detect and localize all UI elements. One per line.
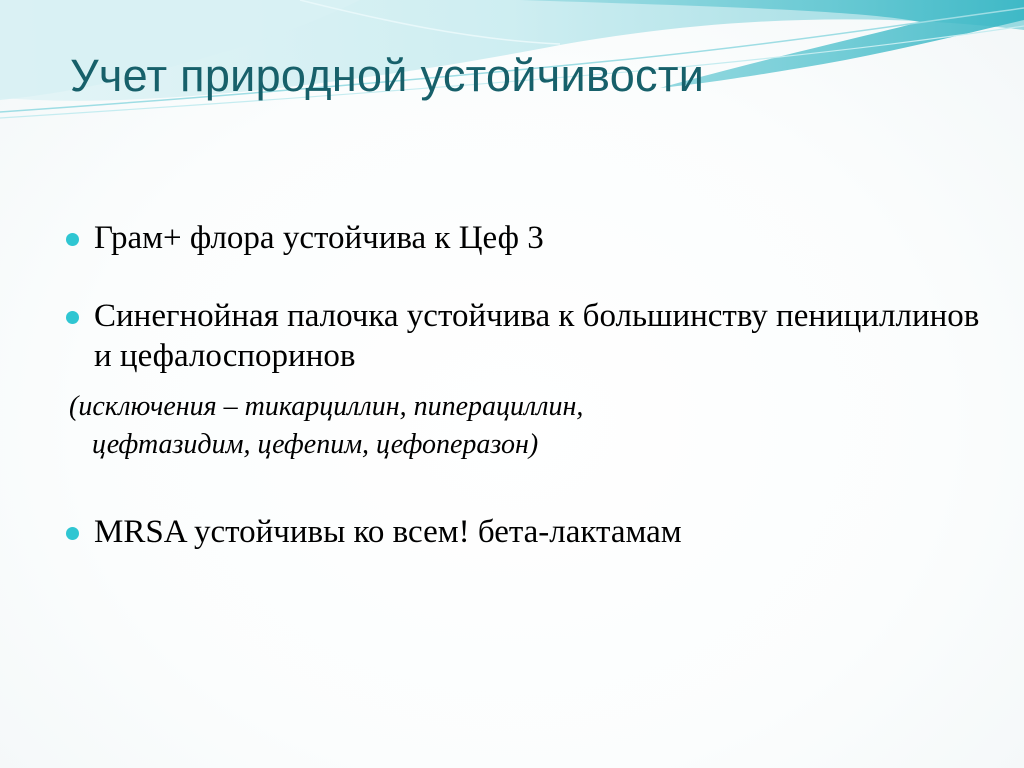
bullet-text: MRSA устойчивы ко всем! бета-лактамам [94, 514, 682, 550]
list-item [62, 512, 982, 552]
list-item [62, 218, 982, 258]
bullet-text: Грам+ флора устойчива к Цеф 3 [94, 220, 544, 256]
note-block [62, 388, 982, 464]
bullet-dot-icon [66, 527, 79, 540]
bullet-list [62, 218, 982, 552]
note-line-1: (исключения – тикарциллин, пиперациллин, [69, 391, 584, 422]
note-line-2: цефтазидим, цефепим, цефоперазон) [92, 429, 539, 460]
slide-title: Учет природной устойчивости [70, 50, 705, 101]
list-item [62, 296, 982, 376]
bullet-dot-icon [66, 311, 79, 324]
bullet-dot-icon [66, 233, 79, 246]
bullet-text: Синегнойная палочка устойчива к большинству пенициллинов и цефалоспоринов [94, 298, 980, 374]
exceptions-note [69, 388, 982, 464]
